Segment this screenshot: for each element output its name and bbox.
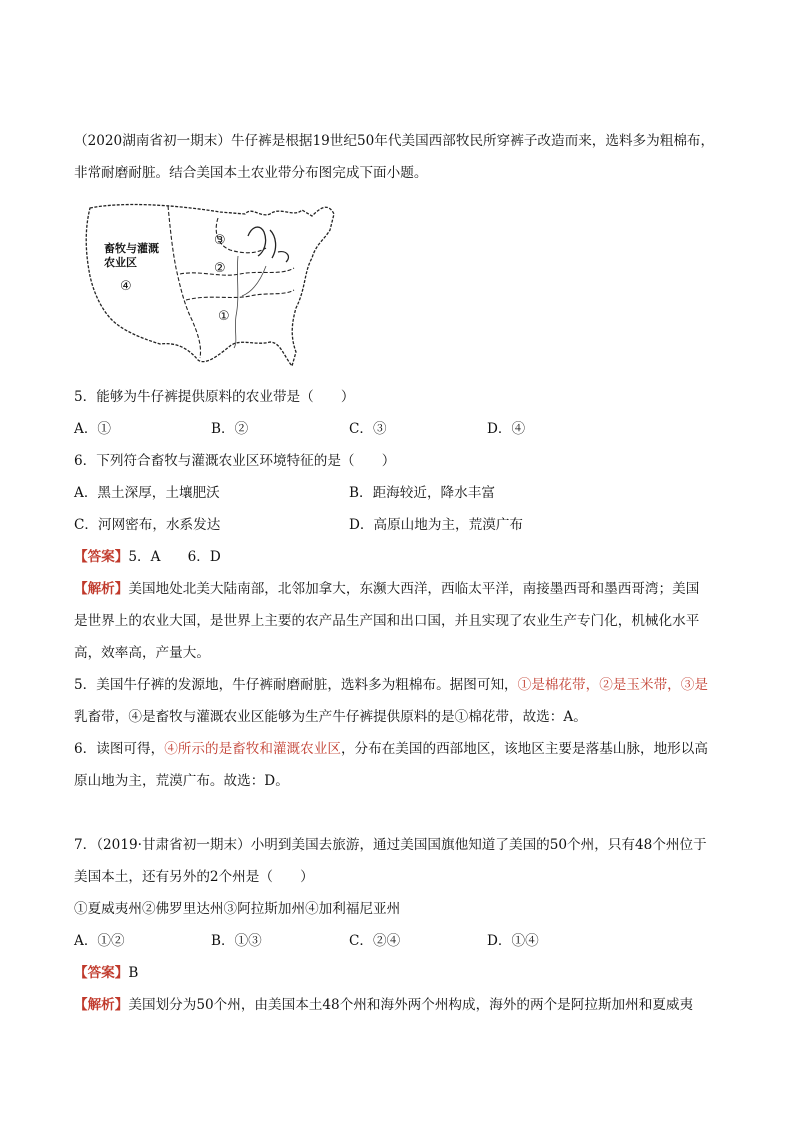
q5-option-a: A．① — [74, 421, 112, 437]
q6-option-c: C．河网密布，水系发达 — [74, 517, 221, 533]
q56-answer-line — [74, 547, 724, 567]
q5-option-c: C．③ — [349, 421, 387, 437]
q7-items: ①夏威夷州②佛罗里达州③阿拉斯加州④加利福尼亚州 — [74, 901, 401, 917]
q6-stem: 6．下列符合畜牧与灌溉农业区环境特征的是（ ） — [74, 453, 396, 469]
e6-text-c: ，分布在美国的西部地区，该地区主要是落基山脉，地形以高 — [340, 741, 708, 757]
q7-analysis-text: 美国划分为50个州，由美国本土48个州和海外两个州构成，海外的两个是阿拉斯加州和夏威夷 — [128, 997, 694, 1013]
answer-tag: 【答案】 — [74, 549, 129, 565]
analysis-text-1: 美国地处北美大陆南部，北邻加拿大，东濒大西洋，西临太平洋，南接墨西哥和墨西哥湾；美国 — [128, 581, 700, 597]
q56-analysis-line-1 — [74, 579, 724, 599]
marker-2: ② — [214, 261, 226, 276]
e6-line-2: 原山地为主，荒漠广布。故选：D。 — [74, 773, 289, 789]
q7-option-b: B．①③ — [211, 933, 262, 949]
q6-option-b: B．距海较近，降水丰富 — [349, 485, 495, 501]
q56-intro-line-2: 非常耐磨耐脏。结合美国本土农业带分布图完成下面小题。 — [74, 165, 428, 181]
e6-line-1 — [74, 739, 724, 759]
q7-answer-tag: 【答案】 — [74, 965, 129, 981]
q5-option-b: B．② — [211, 421, 249, 437]
answer-text: 5．A 6．D — [128, 549, 221, 565]
q7-analysis-tag: 【解析】 — [74, 997, 129, 1013]
e6-text-a: 6．读图可得， — [74, 741, 165, 757]
q56-intro-line-1: （2020湖南省初一期末）牛仔裤是根据19世纪50年代美国西部牧民所穿裤子改造而来，选料多为粗棉布， — [74, 133, 715, 149]
marker-1: ① — [218, 309, 230, 324]
us-map-figure — [80, 196, 340, 372]
q7-option-a: A．①② — [74, 933, 125, 949]
q6-option-a: A．黑土深厚，土壤肥沃 — [74, 485, 220, 501]
q7-option-d: D．①④ — [487, 933, 539, 949]
q7-answer-text: B — [128, 965, 139, 981]
western-region-boundary — [168, 206, 201, 358]
q7-stem-line-1: 7．（2019·甘肃省初一期末）小明到美国去旅游，通过美国国旗他知道了美国的50个州，只有48个州位于 — [74, 837, 707, 853]
e5-text-a: 5．美国牛仔裤的发源地，牛仔裤耐磨耐脏，选料多为粗棉布。据图可知， — [74, 677, 518, 693]
e5-line-2: 乳畜带，④是畜牧与灌溉农业区能够为生产牛仔裤提供原料的是①棉花带，故选：A。 — [74, 709, 587, 725]
region-label-grazing: 畜牧与灌溉 — [104, 242, 159, 255]
analysis-tag: 【解析】 — [74, 581, 129, 597]
q5-stem: 5．能够为牛仔裤提供原料的农业带是（ ） — [74, 389, 355, 405]
region-label-grazing-2: 农业区 — [104, 256, 137, 269]
marker-3: ③ — [214, 233, 226, 248]
q56-analysis-line-3: 高，效率高，产量大。 — [74, 645, 210, 661]
cotton-belt-boundary — [186, 290, 294, 300]
e6-text-b: ④所示的是畜牧和灌溉农业区 — [164, 741, 341, 757]
e5-line-1 — [74, 675, 724, 695]
river-lines — [234, 256, 266, 348]
q7-option-c: C．②④ — [349, 933, 401, 949]
q7-answer-line — [74, 963, 724, 983]
e5-text-b: ①是棉花带，②是玉米带，③是 — [517, 677, 708, 693]
marker-4: ④ — [120, 279, 132, 294]
great-lakes — [248, 227, 288, 262]
q5-option-d: D．④ — [487, 421, 526, 437]
q7-stem-line-2: 美国本土，还有另外的2个州是（ ） — [74, 869, 314, 885]
q6-option-d: D．高原山地为主，荒漠广布 — [349, 517, 524, 533]
us-agriculture-map — [80, 196, 340, 372]
q7-analysis-line-1 — [74, 995, 724, 1015]
q56-analysis-line-2: 是世界上的农业大国，是世界上主要的农产品生产国和出口国，并且实现了农业生产专门化，机械化水平 — [74, 613, 700, 629]
corn-belt-boundary — [180, 268, 294, 275]
